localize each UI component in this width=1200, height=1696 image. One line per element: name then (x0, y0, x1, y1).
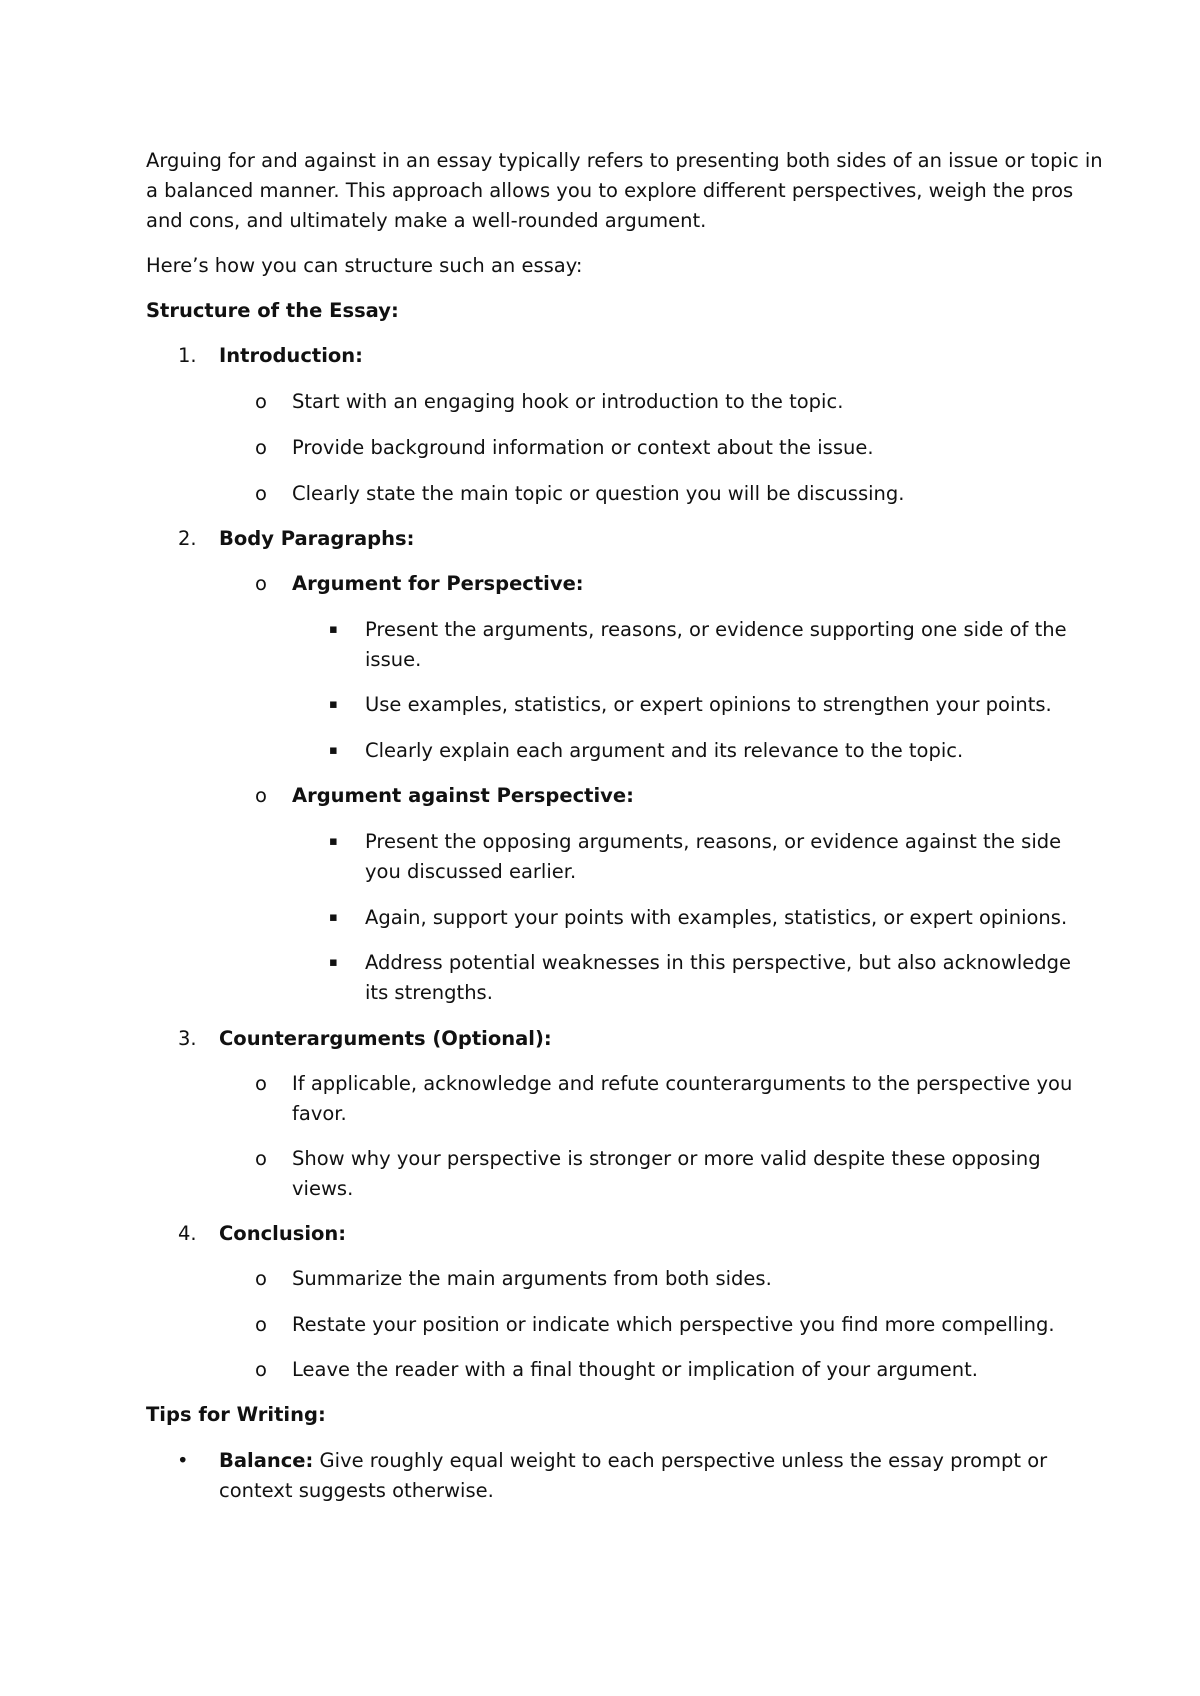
list-item: Use examples, statistics, or expert opinions to strengthen your points. (365, 693, 1052, 716)
square-bullet-marker: ▪ (329, 955, 338, 970)
list-item (365, 827, 1061, 887)
list-item-line: favor. (292, 1102, 347, 1125)
subsection-title-against: Argument against Perspective: (292, 784, 634, 807)
hollow-bullet-marker: o (255, 390, 267, 413)
subsection-title-for: Argument for Perspective: (292, 572, 584, 595)
list-item: Restate your position or indicate which perspective you find more compelling. (292, 1313, 1055, 1336)
hollow-bullet-marker: o (255, 436, 267, 459)
list-item: Clearly state the main topic or question you will be discussing. (292, 482, 905, 505)
list-item: Again, support your points with examples, statistics, or expert opinions. (365, 906, 1068, 929)
list-item-line: Present the arguments, reasons, or evidence supporting one side of the (365, 618, 1067, 641)
list-item (292, 1144, 1041, 1204)
list-item (365, 948, 1071, 1008)
list-item (365, 615, 1067, 675)
section-number: 1. (178, 344, 197, 367)
tip-item-balance (219, 1446, 1047, 1506)
intro-paragraph (146, 146, 1103, 236)
bullet-marker: • (177, 1449, 189, 1472)
hollow-bullet-marker: o (255, 1358, 267, 1381)
hollow-bullet-marker: o (255, 1072, 267, 1095)
hollow-bullet-marker: o (255, 482, 267, 505)
tip-text: context suggests otherwise. (219, 1479, 494, 1502)
hollow-bullet-marker: o (255, 572, 267, 595)
section-number: 4. (178, 1222, 197, 1245)
section-number: 2. (178, 527, 197, 550)
howto-line: Here’s how you can structure such an essay: (146, 254, 583, 277)
tips-heading: Tips for Writing: (146, 1403, 326, 1426)
intro-line: a balanced manner. This approach allows you to explore different perspectives, weigh the pros (146, 179, 1074, 202)
list-item-line: Address potential weaknesses in this perspective, but also acknowledge (365, 951, 1072, 974)
list-item-line: Present the opposing arguments, reasons, or evidence against the side (365, 830, 1062, 853)
intro-line: Arguing for and against in an essay typically refers to presenting both sides of an issue or topic in (146, 149, 1103, 172)
square-bullet-marker: ▪ (329, 910, 338, 925)
list-item-line: you discussed earlier. (365, 860, 577, 883)
square-bullet-marker: ▪ (329, 743, 338, 758)
tip-term: Balance: (219, 1449, 314, 1472)
square-bullet-marker: ▪ (329, 697, 338, 712)
list-item (292, 1069, 1072, 1129)
section-title-counterarguments: Counterarguments (Optional): (219, 1027, 552, 1050)
tip-text: Give roughly equal weight to each perspective unless the essay prompt or (313, 1449, 1048, 1472)
list-item-line: If applicable, acknowledge and refute counterarguments to the perspective you (292, 1072, 1073, 1095)
hollow-bullet-marker: o (255, 1313, 267, 1336)
list-item: Summarize the main arguments from both sides. (292, 1267, 772, 1290)
square-bullet-marker: ▪ (329, 622, 338, 637)
section-number: 3. (178, 1027, 197, 1050)
list-item: Start with an engaging hook or introduction to the topic. (292, 390, 844, 413)
list-item: Leave the reader with a final thought or implication of your argument. (292, 1358, 978, 1381)
list-item-line: its strengths. (365, 981, 493, 1004)
section-title-body-paragraphs: Body Paragraphs: (219, 527, 415, 550)
hollow-bullet-marker: o (255, 784, 267, 807)
hollow-bullet-marker: o (255, 1147, 267, 1170)
intro-line: and cons, and ultimately make a well-rounded argument. (146, 209, 707, 232)
hollow-bullet-marker: o (255, 1267, 267, 1290)
list-item-line: views. (292, 1177, 354, 1200)
structure-heading: Structure of the Essay: (146, 299, 399, 322)
square-bullet-marker: ▪ (329, 834, 338, 849)
list-item: Provide background information or context about the issue. (292, 436, 874, 459)
list-item-line: issue. (365, 648, 422, 671)
section-title-introduction: Introduction: (219, 344, 363, 367)
section-title-conclusion: Conclusion: (219, 1222, 347, 1245)
list-item-line: Show why your perspective is stronger or more valid despite these opposing (292, 1147, 1041, 1170)
list-item: Clearly explain each argument and its relevance to the topic. (365, 739, 964, 762)
